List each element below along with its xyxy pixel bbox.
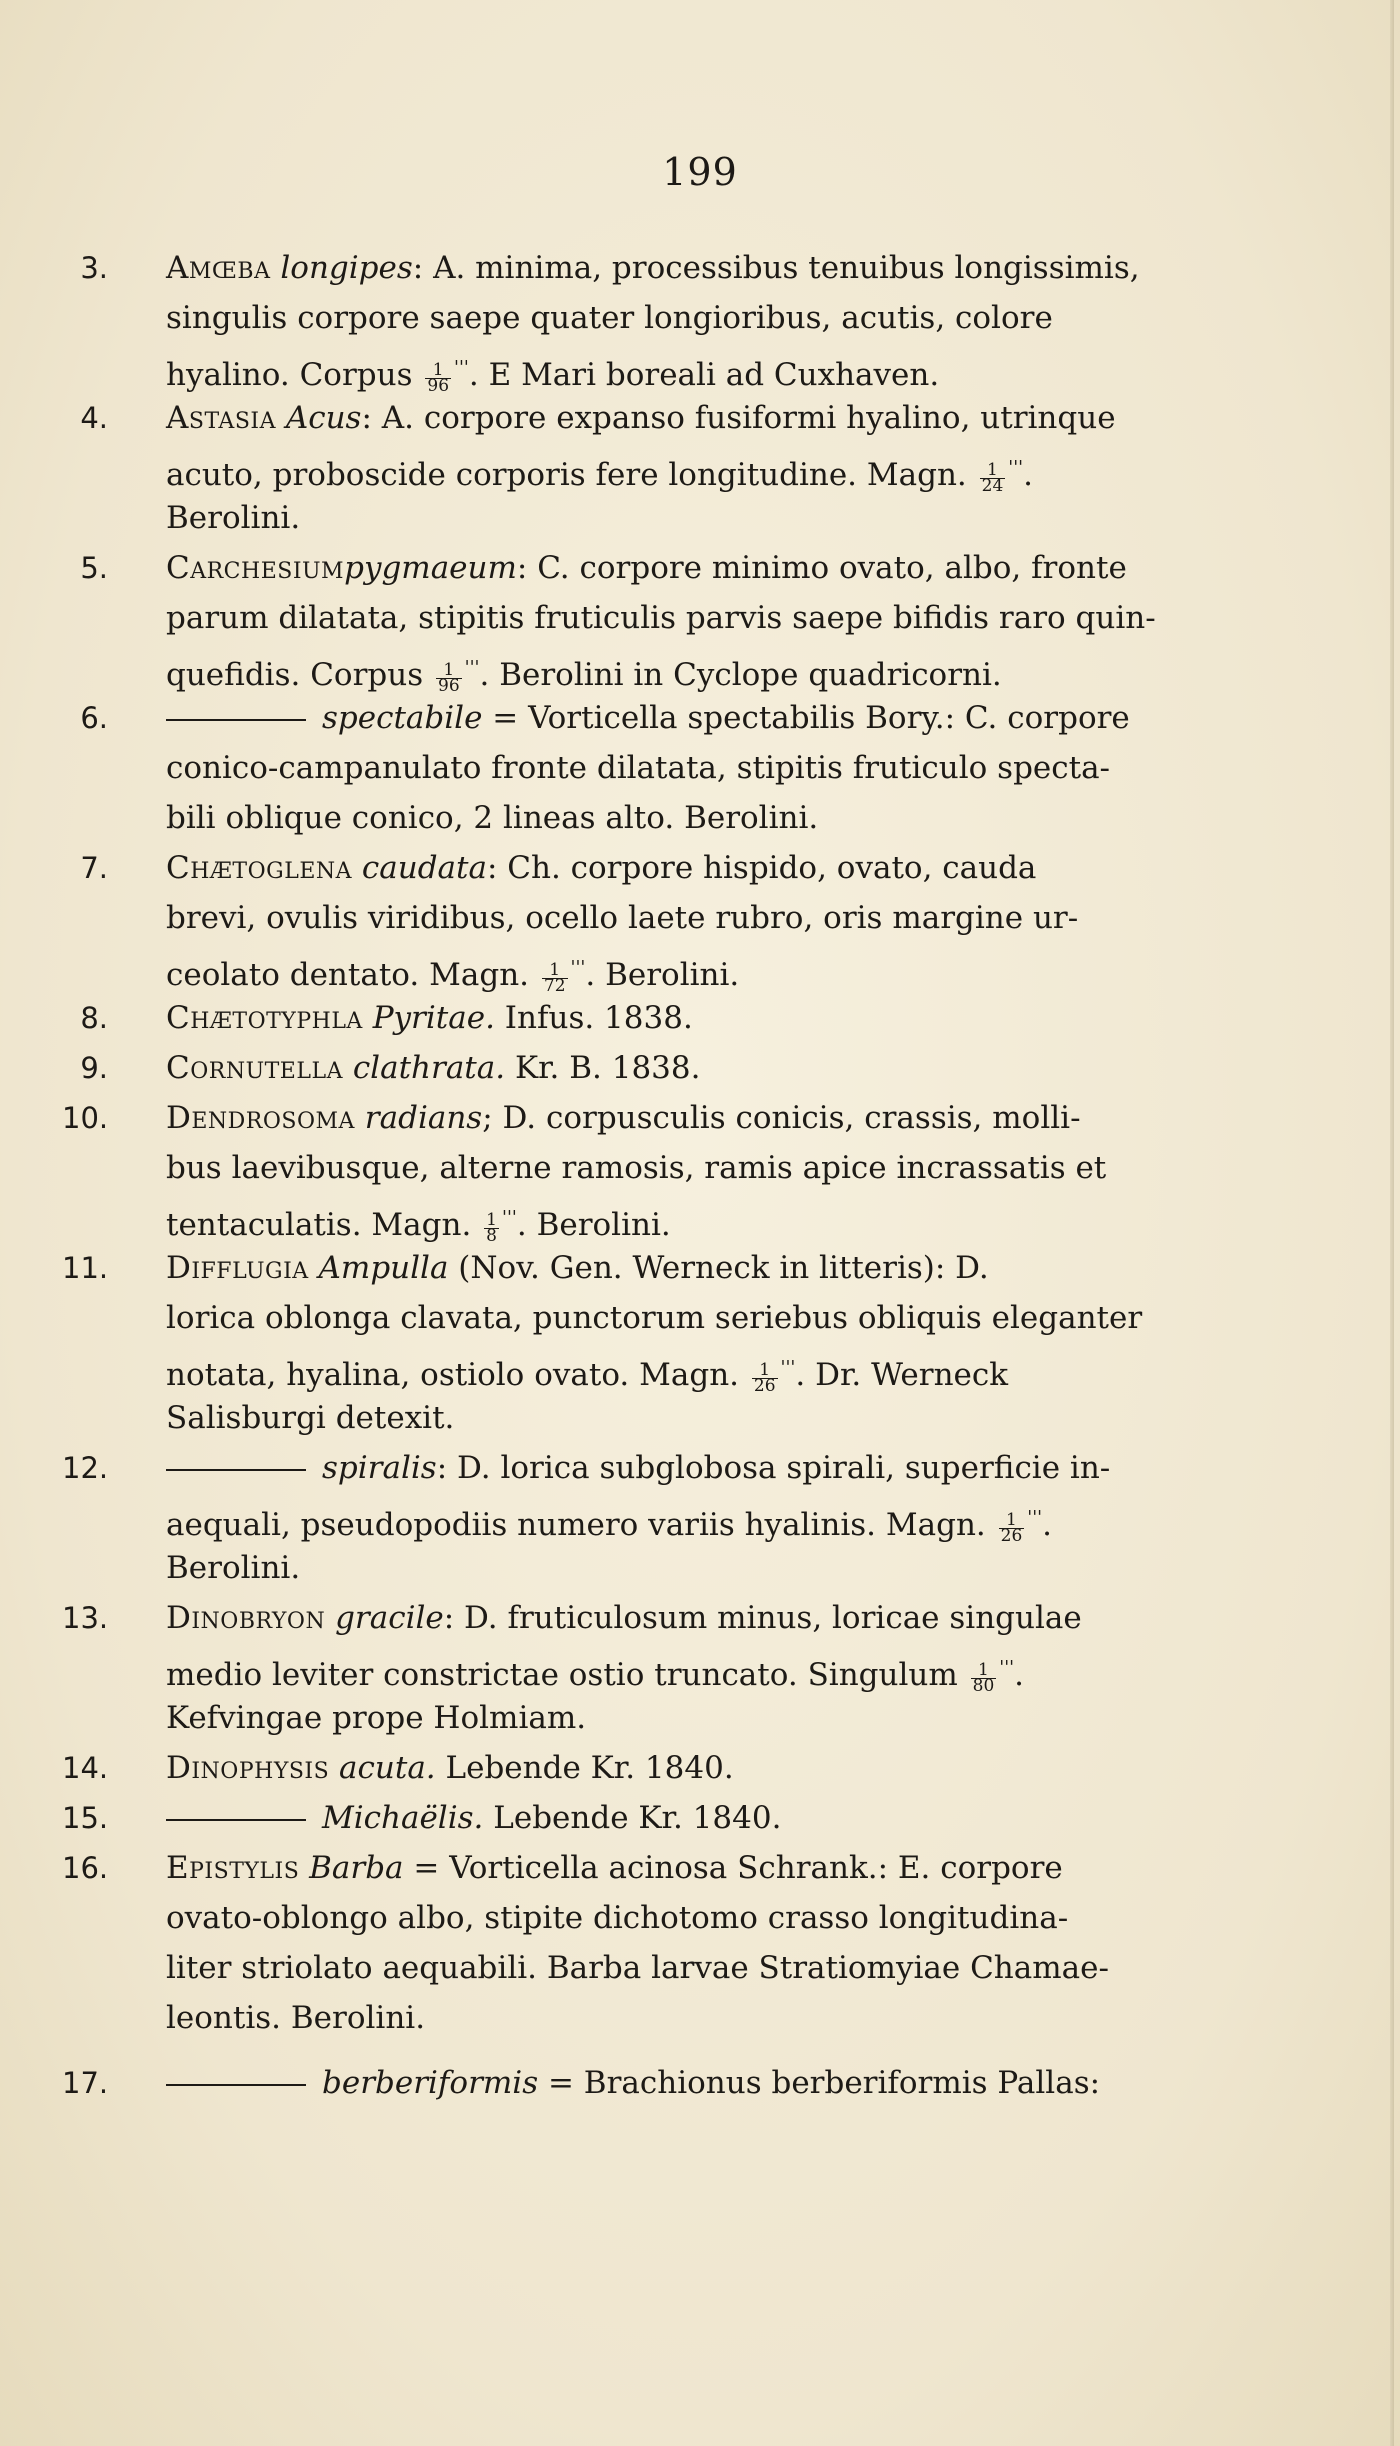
entry-line	[166, 343, 1166, 400]
entry-text: .	[1023, 457, 1033, 493]
entry-line	[166, 1593, 1166, 1643]
entry-number: 17.	[62, 2066, 109, 2100]
species-name: spiralis	[322, 1450, 437, 1486]
entry-line: lorica oblonga clavata, punctorum seriebus obliquis eleganter	[166, 1300, 1143, 1336]
entry-text: Lebende Kr. 1840.	[435, 1750, 734, 1786]
entry-line: Kefvingae prope Holmiam.	[166, 1700, 587, 1736]
entry-text: aequali, pseudopodiis numero variis hyalinis. Magn.	[166, 1507, 986, 1543]
genus-name: Chætotyphla	[166, 1000, 363, 1036]
species-name: acuta.	[339, 1750, 436, 1786]
fraction: $\frac{1}{8}$	[486, 1210, 497, 1246]
entry-text: . Berolini.	[585, 957, 740, 993]
ditto-dash	[166, 2084, 306, 2086]
entry-text: = Vorticella acinosa Schrank.: E. corpore	[403, 1850, 1063, 1886]
genus-name: Amœba	[166, 250, 271, 286]
entry-line	[166, 1193, 1166, 1250]
line-mark: '''	[502, 1207, 517, 1228]
entry-number: 15.	[62, 1801, 109, 1835]
entry-line	[166, 1643, 1166, 1700]
species-name: gracile	[335, 1600, 444, 1636]
entry-line	[166, 1093, 1166, 1143]
entry-line	[166, 1793, 1166, 1843]
entry-text: = Brachionus berberiformis Pallas:	[538, 2065, 1101, 2101]
entry-line	[166, 943, 1166, 1000]
entry-line: conico-campanulato fronte dilatata, stipitis fruticulo specta-	[166, 750, 1111, 786]
entry-text: : C. corpore minimo ovato, albo, fronte	[516, 550, 1127, 586]
entry-line	[166, 393, 1166, 443]
entry-line	[166, 2058, 1166, 2108]
entry-line	[166, 543, 1166, 593]
line-mark: '''	[570, 957, 586, 978]
page-number: 199	[662, 150, 738, 194]
entry-number: 5.	[80, 551, 108, 585]
fraction: $\frac{1}{24}$	[981, 460, 1004, 496]
species-name: Barba	[309, 1850, 404, 1886]
entry-line: liter striolato aequabili. Barba larvae Stratiomyiae Chamae-	[166, 1950, 1109, 1986]
entry-text: .	[1014, 1657, 1024, 1693]
species-name: Ampulla	[318, 1250, 449, 1286]
fraction: $\frac{1}{80}$	[972, 1660, 995, 1696]
entry-text: . Berolini.	[516, 1207, 671, 1243]
species-name: Acus	[285, 400, 362, 436]
line-mark: '''	[1027, 1507, 1043, 1528]
line-mark: '''	[999, 1657, 1015, 1678]
entry-line: Berolini.	[166, 1550, 301, 1586]
fraction: $\frac{1}{72}$	[543, 960, 566, 996]
line-mark: '''	[780, 1357, 796, 1378]
entry-number: 13.	[62, 1601, 109, 1635]
entry-text: . Dr. Werneck	[795, 1357, 1009, 1393]
entry-text: tentaculatis. Magn.	[166, 1207, 472, 1243]
entry-text: : D. lorica subglobosa spirali, superficie in-	[436, 1450, 1111, 1486]
species-name: spectabile	[322, 700, 483, 736]
entry-line	[166, 443, 1166, 500]
genus-name: Dendrosoma	[166, 1100, 355, 1136]
entry-line	[166, 1493, 1166, 1550]
genus-name: Cornutella	[166, 1050, 343, 1086]
entry-number: 14.	[62, 1751, 109, 1785]
species-name: clathrata.	[352, 1050, 506, 1086]
fraction: $\frac{1}{96}$	[427, 360, 450, 396]
entry-text: Infus. 1838.	[494, 1000, 693, 1036]
genus-name: Carchesium	[166, 550, 345, 586]
genus-name: Difflugia	[166, 1250, 309, 1286]
entry-number: 16.	[62, 1851, 109, 1885]
species-name: longipes	[280, 250, 413, 286]
fraction: $\frac{1}{26}$	[753, 1360, 776, 1396]
species-name: berberiformis	[322, 2065, 539, 2101]
entry-line: leontis. Berolini.	[166, 2000, 426, 2036]
entry-text: : Ch. corpore hispido, ovato, cauda	[486, 850, 1037, 886]
entry-line	[166, 1343, 1166, 1400]
entry-text: ceolato dentato. Magn.	[166, 957, 530, 993]
line-mark: '''	[464, 657, 480, 678]
genus-name: Dinobryon	[166, 1600, 326, 1636]
entry-line	[166, 1043, 1166, 1093]
entry-text: acuto, proboscide corporis fere longitudine. Magn.	[166, 457, 967, 493]
species-name: pygmaeum	[344, 550, 517, 586]
entry-line: bus laevibusque, alterne ramosis, ramis apice incrassatis et	[166, 1150, 1107, 1186]
entry-text: Kr. B. 1838.	[505, 1050, 701, 1086]
entry-number: 8.	[80, 1001, 108, 1035]
entry-text: quefidis. Corpus	[166, 657, 424, 693]
genus-name: Epistylis	[166, 1850, 300, 1886]
entry-number: 10.	[62, 1101, 109, 1135]
entry-number: 6.	[80, 701, 108, 735]
entry-line: Berolini.	[166, 500, 301, 536]
entry-text: : A. minima, processibus tenuibus longissimis,	[412, 250, 1140, 286]
species-name: Michaëlis.	[322, 1800, 484, 1836]
entry-line	[166, 993, 1166, 1043]
species-name: Pyritae.	[372, 1000, 495, 1036]
entry-text: .	[1042, 1507, 1052, 1543]
entry-line	[166, 1743, 1166, 1793]
ditto-dash	[166, 719, 306, 721]
genus-name: Astasia	[166, 400, 276, 436]
entry-text: . E Mari boreali ad Cuxhaven.	[468, 357, 940, 393]
entry-line	[166, 1843, 1166, 1893]
entry-line: bili oblique conico, 2 lineas alto. Berolini.	[166, 800, 819, 836]
entry-line	[166, 1243, 1166, 1293]
fraction: $\frac{1}{26}$	[1000, 1510, 1023, 1546]
entry-text: : D. fruticulosum minus, loricae singulae	[443, 1600, 1082, 1636]
entry-number: 4.	[80, 401, 108, 435]
species-name: radians	[364, 1100, 483, 1136]
entry-number: 11.	[62, 1251, 109, 1285]
entry-line	[166, 1443, 1166, 1493]
entry-text: (Nov. Gen. Werneck in litteris): D.	[448, 1250, 989, 1286]
entry-line	[166, 843, 1166, 893]
entry-text: = Vorticella spectabilis Bory.: C. corpore	[482, 700, 1130, 736]
entry-line	[166, 693, 1166, 743]
entry-line: ovato-oblongo albo, stipite dichotomo crasso longitudina-	[166, 1900, 1069, 1936]
entry-text: . Berolini in Cyclope quadricorni.	[479, 657, 1002, 693]
ditto-dash	[166, 1819, 306, 1821]
line-mark: '''	[1008, 457, 1024, 478]
fraction: $\frac{1}{96}$	[438, 660, 460, 696]
species-name: caudata	[361, 850, 487, 886]
entry-line: brevi, ovulis viridibus, ocello laete rubro, oris margine ur-	[166, 900, 1079, 936]
entry-number: 7.	[80, 851, 108, 885]
entry-text: medio leviter constrictae ostio truncato. Singulum	[166, 1657, 958, 1693]
entry-line: Salisburgi detexit.	[166, 1400, 455, 1436]
entry-line	[166, 243, 1166, 293]
entry-line: singulis corpore saepe quater longioribus, acutis, colore	[166, 300, 1053, 336]
entry-text: hyalino. Corpus	[166, 357, 413, 393]
ditto-dash	[166, 1469, 306, 1471]
entry-text: Lebende Kr. 1840.	[483, 1800, 782, 1836]
entry-text: ; D. corpusculis conicis, crassis, molli-	[482, 1100, 1081, 1136]
genus-name: Dinophysis	[166, 1750, 330, 1786]
entry-number: 9.	[80, 1051, 108, 1085]
entry-text: : A. corpore expanso fusiformi hyalino, utrinque	[361, 400, 1116, 436]
entry-text: notata, hyalina, ostiolo ovato. Magn.	[166, 1357, 740, 1393]
entry-line: parum dilatata, stipitis fruticulis parvis saepe bifidis raro quin-	[166, 600, 1156, 636]
genus-name: Chætoglena	[166, 850, 353, 886]
entry-number: 12.	[62, 1451, 109, 1485]
entry-line	[166, 643, 1166, 700]
entry-number: 3.	[80, 251, 108, 285]
line-mark: '''	[454, 357, 469, 378]
